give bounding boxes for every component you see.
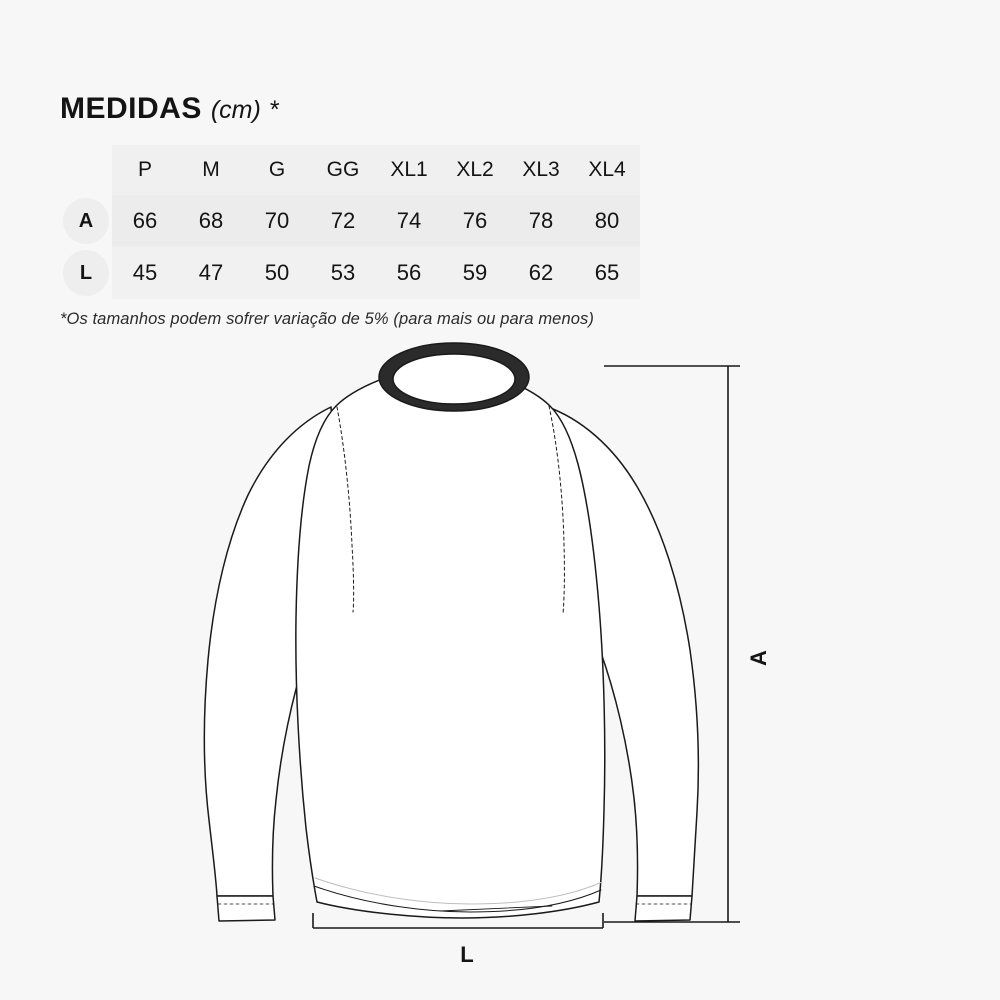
cell-l-xl2: 59 [442, 247, 508, 299]
table-row [60, 247, 640, 299]
page-title [60, 92, 280, 126]
page-title-main: MEDIDAS [60, 92, 202, 125]
size-header-xl3: XL3 [508, 145, 574, 195]
size-header-p: P [112, 145, 178, 195]
table-corner-cell [60, 145, 112, 195]
left-cuff-hem [217, 896, 275, 921]
cell-a-xl4: 80 [574, 195, 640, 247]
cell-l-p: 45 [112, 247, 178, 299]
table-header [60, 145, 640, 195]
size-header-xl1: XL1 [376, 145, 442, 195]
garment-torso [296, 374, 605, 918]
measurements-table [60, 145, 640, 299]
size-header-xl4: XL4 [574, 145, 640, 195]
cell-a-p: 66 [112, 195, 178, 247]
table-header-row [60, 145, 640, 195]
cell-l-g: 50 [244, 247, 310, 299]
row-label-a: A [63, 198, 109, 244]
row-label-a-cell [60, 195, 112, 247]
right-cuff-hem [635, 896, 692, 921]
size-header-xl2: XL2 [442, 145, 508, 195]
row-label-l: L [63, 250, 109, 296]
table-body [60, 195, 640, 299]
size-header-gg: GG [310, 145, 376, 195]
garment-illustration [204, 343, 698, 921]
page-title-unit: (cm) [210, 96, 261, 124]
row-label-l-cell [60, 247, 112, 299]
cell-a-xl3: 78 [508, 195, 574, 247]
cell-l-xl1: 56 [376, 247, 442, 299]
cell-l-gg: 53 [310, 247, 376, 299]
cell-a-xl2: 76 [442, 195, 508, 247]
footnote-text: *Os tamanhos podem sofrer variação de 5% (para mais ou para menos) [60, 310, 594, 328]
dimension-label-width: L [460, 942, 474, 967]
cell-a-m: 68 [178, 195, 244, 247]
cell-l-xl3: 62 [508, 247, 574, 299]
collar-inner [393, 354, 515, 404]
measurements-table-wrapper [60, 145, 640, 299]
cell-a-gg: 72 [310, 195, 376, 247]
dimension-label-length: A [746, 650, 771, 666]
cell-a-g: 70 [244, 195, 310, 247]
garment-diagram [0, 330, 1000, 990]
size-header-m: M [178, 145, 244, 195]
size-header-g: G [244, 145, 310, 195]
page-title-asterisk: * [269, 96, 280, 124]
cell-l-xl4: 65 [574, 247, 640, 299]
table-row [60, 195, 640, 247]
cell-l-m: 47 [178, 247, 244, 299]
cell-a-xl1: 74 [376, 195, 442, 247]
